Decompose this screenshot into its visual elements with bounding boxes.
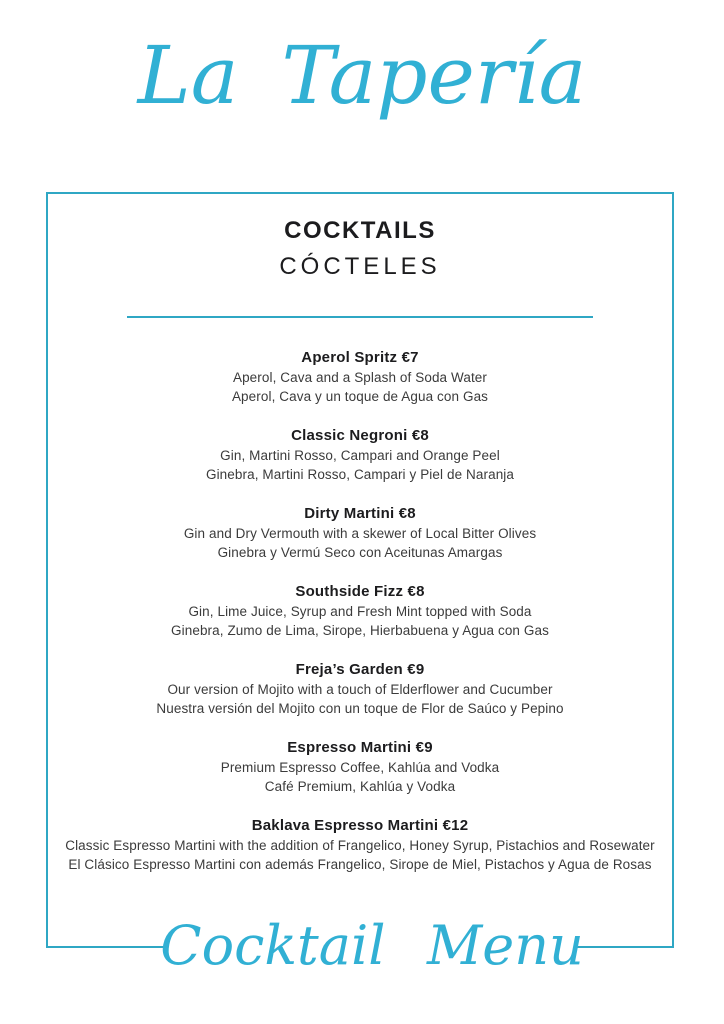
item-description-es: Ginebra y Vermú Seco con Aceitunas Amargas — [217, 545, 503, 560]
item-price: €9 — [415, 739, 433, 756]
item-name: Classic Negroni — [291, 427, 408, 444]
item-name: Aperol Spritz — [301, 349, 398, 366]
item-description-en: Premium Espresso Coffee, Kahlúa and Vodka — [220, 760, 500, 775]
item-name-price — [48, 426, 672, 446]
divider-line — [127, 316, 593, 318]
menu-item — [48, 348, 672, 406]
menu-item — [48, 660, 672, 718]
item-description-es: Ginebra, Martini Rosso, Campari y Piel de Naranja — [205, 467, 515, 482]
item-name-price — [48, 738, 672, 758]
menu-item — [48, 582, 672, 640]
item-name-price — [48, 660, 672, 680]
menu-item — [48, 738, 672, 796]
item-price: €7 — [401, 349, 419, 366]
item-name: Espresso Martini — [287, 739, 412, 756]
menu-item — [48, 426, 672, 484]
item-description-es: Aperol, Cava y un toque de Agua con Gas — [231, 389, 489, 404]
item-description-en: Gin, Lime Juice, Syrup and Fresh Mint topped with Soda — [188, 604, 532, 619]
item-description-en: Gin, Martini Rosso, Campari and Orange Peel — [220, 448, 500, 463]
item-price: €8 — [407, 583, 425, 600]
menu-item-list — [48, 348, 672, 874]
item-description-en: Our version of Mojito with a touch of Elderflower and Cucumber — [167, 682, 553, 697]
menu-border-box — [46, 192, 674, 948]
item-name: Southside Fizz — [295, 583, 404, 600]
menu-subtitle: CÓCTELES — [279, 253, 441, 280]
item-description-en: Classic Espresso Martini with the addition of Frangelico, Honey Syrup, Pistachios and Rosewater — [65, 838, 655, 853]
item-description-es: Café Premium, Kahlúa y Vodka — [264, 779, 456, 794]
item-name-price — [48, 504, 672, 524]
menu-item — [48, 504, 672, 562]
item-description-es: Ginebra, Zumo de Lima, Sirope, Hierbabuena y Agua con Gas — [171, 623, 549, 638]
menu-title: COCKTAILS — [284, 217, 436, 244]
item-description-en: Gin and Dry Vermouth with a skewer of Local Bitter Olives — [183, 526, 537, 541]
item-price: €12 — [442, 817, 469, 834]
footer-script: Cocktail Menu — [167, 880, 577, 1010]
menu-item — [48, 816, 672, 874]
item-name: Baklava Espresso Martini — [251, 817, 439, 834]
item-name: Freja’s Garden — [295, 661, 403, 678]
item-name-price — [48, 582, 672, 602]
item-price: €9 — [407, 661, 425, 678]
item-price: €8 — [398, 505, 416, 522]
item-name: Dirty Martini — [304, 505, 395, 522]
item-name-price — [48, 348, 672, 368]
item-name-price — [48, 816, 672, 836]
item-price: €8 — [411, 427, 429, 444]
item-description-en: Aperol, Cava and a Splash of Soda Water — [232, 370, 488, 385]
brand-logo: La Tapería — [137, 29, 587, 122]
item-description-es: El Clásico Espresso Martini con además Frangelico, Sirope de Miel, Pistachos y Agua de Rosas — [68, 857, 652, 872]
item-description-es: Nuestra versión del Mojito con un toque de Flor de Saúco y Pepino — [156, 701, 564, 716]
